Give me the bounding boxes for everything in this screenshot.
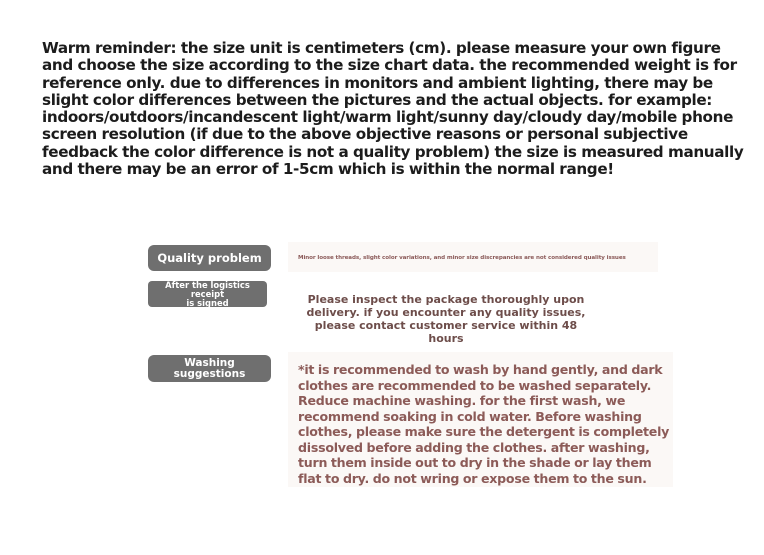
logistics-receipt-label [148,281,267,307]
logistics-text-line1: Please inspect the package thoroughly upon [307,293,585,306]
logistics-label-line2: is signed [186,297,229,308]
logistics-label-line1: After the logistics receipt [165,279,250,299]
logistics-text-line2: delivery. if you encounter any quality issues, [306,306,586,319]
washing-suggestions-label [148,355,271,382]
quality-problem-label: Quality problem [148,245,271,271]
quality-problem-text: Minor loose threads, slight color variations, and minor size discrepancies are not considered quality issues [298,255,626,261]
washing-label-line1: Washing [184,356,235,369]
washing-suggestions-text: *it is recommended to wash by hand gently, and dark clothes are recommended to be washed separately. Reduce machine washing. for the first wash, we recommend soaking in cold water. Before washing clothes, please make sure the detergent is completely dissolved before adding the clothes. after washing, turn them inside out to dry in the shade or lay them flat to dry. do not wring or expose them to the sun. [298,362,670,486]
logistics-receipt-text [296,293,596,345]
logistics-text-line3: please contact customer service within 48 hours [314,319,578,345]
washing-label-line2: suggestions [173,367,246,380]
warm-reminder-text: Warm reminder: the size unit is centimeters (cm). please measure your own figure and choose the size according to the size chart data. the recommended weight is for reference only. due to differences in monitors and ambient lighting, there may be slight color differences between the pictures and the actual objects. for example: indoors/outdoors/incandescent light/warm light/sunny day/cloudy day/mobile phone screen resolution (if due to the above objective reasons or personal subjective feedback the color difference is not a quality problem) the size is measured manually and there may be an error of 1-5cm which is within the normal range! [42,39,744,179]
